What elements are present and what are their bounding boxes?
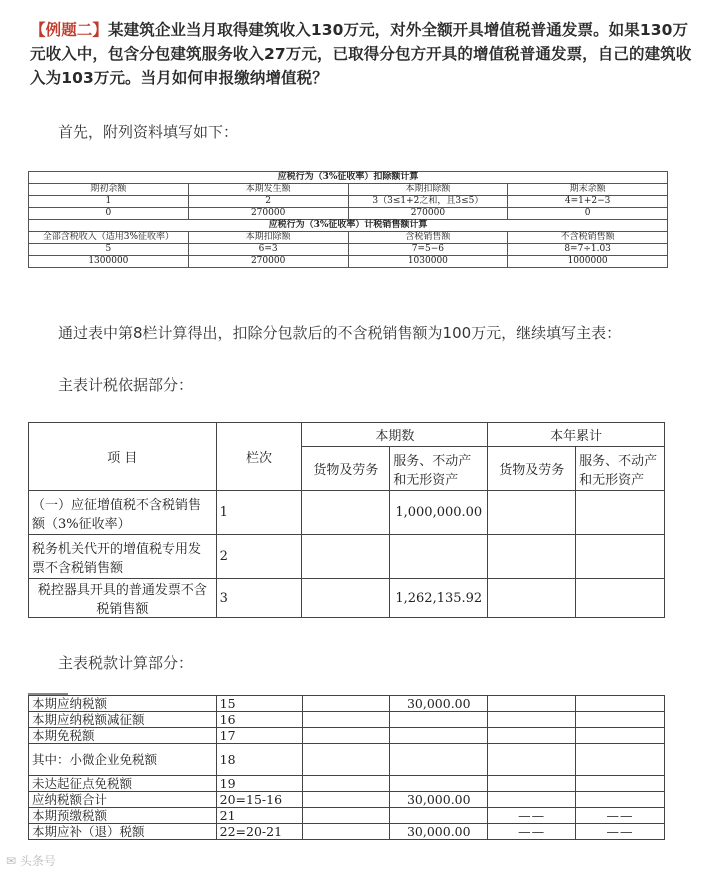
- deduction-value: 0: [508, 208, 668, 220]
- header-services: 服务、不动产和无形资产: [390, 447, 488, 491]
- tax-calc-table: [28, 695, 665, 840]
- calc-value: [390, 728, 488, 744]
- calc-ytd-services: [576, 728, 665, 744]
- calc-col: 21: [216, 808, 302, 824]
- calc-ytd-goods: [488, 712, 576, 728]
- calc-ytd-goods: [488, 792, 576, 808]
- calc-col: 16: [216, 712, 302, 728]
- deduction-header: 期初余额: [29, 184, 189, 196]
- deduction-code: 2: [188, 196, 348, 208]
- sales-value: 270000: [188, 256, 348, 268]
- deduction-code: 3（3≤1+2之和，且3≤5）: [348, 196, 508, 208]
- deduction-code: 1: [29, 196, 189, 208]
- header-goods-ytd: 货物及劳务: [488, 447, 576, 491]
- example-intro: [30, 18, 702, 90]
- watermark-text: 头条号: [19, 854, 56, 868]
- sales-header: 全部含税收入（适用3%征收率）: [29, 232, 189, 244]
- calc-ytd-goods: [488, 728, 576, 744]
- calc-ytd-goods: [488, 696, 576, 712]
- para-calc-heading: 主表税款计算部分：: [58, 654, 194, 672]
- calc-item: 本期应纳税额减征额: [29, 712, 217, 728]
- deduction-header: 本期扣除额: [348, 184, 508, 196]
- calc-col: 20=15-16: [216, 792, 302, 808]
- header-current: 本期数: [302, 423, 488, 447]
- header-services-ytd: 服务、不动产和无形资产: [576, 447, 665, 491]
- row-col: 1: [216, 491, 302, 535]
- calc-col: 22=20-21: [216, 824, 302, 840]
- calc-item: 未达起征点免税额: [29, 776, 217, 792]
- deduction-code: 4=1+2−3: [508, 196, 668, 208]
- calc-value: 30,000.00: [390, 824, 488, 840]
- calc-col: 19: [216, 776, 302, 792]
- example-text: 某建筑企业当月取得建筑收入130万元，对外全额开具增值税普通发票。如果130万元收入中，包含分包建筑服务收入27万元，已取得分包方开具的增值税普通发票，自己的建筑收入为103万元。当月如何申报缴纳增值税？: [30, 21, 692, 87]
- calc-item: 本期免税额: [29, 728, 217, 744]
- row-item: 税务机关代开的增值税专用发票不含税销售额: [29, 535, 217, 579]
- tax-basis-table: [28, 422, 665, 618]
- sales-code: 6=3: [188, 244, 348, 256]
- row-col: 2: [216, 535, 302, 579]
- para-first: 首先，附列资料填写如下：: [58, 123, 239, 141]
- calc-ytd-services: ——: [576, 808, 665, 824]
- calc-ytd-services: [576, 776, 665, 792]
- calc-ytd-goods: [488, 744, 576, 776]
- row-col: 3: [216, 579, 302, 618]
- deduction-value: 0: [29, 208, 189, 220]
- deduction-value: 270000: [188, 208, 348, 220]
- para-explain: 通过表中第8栏计算得出，扣除分包款后的不含税销售额为100万元，继续填写主表：: [58, 324, 622, 342]
- calc-item: 其中：小微企业免税额: [29, 744, 217, 776]
- calc-value: [390, 744, 488, 776]
- calc-value: 30,000.00: [390, 696, 488, 712]
- calc-ytd-goods: [488, 776, 576, 792]
- calc-value: [390, 776, 488, 792]
- sales-code: 5: [29, 244, 189, 256]
- sales-title: 应税行为（3%征收率）计税销售额计算: [29, 220, 668, 232]
- calc-ytd-services: [576, 744, 665, 776]
- header-ytd: 本年累计: [488, 423, 665, 447]
- deduction-value: 270000: [348, 208, 508, 220]
- calc-ytd-goods: ——: [488, 808, 576, 824]
- calc-item: 本期预缴税额: [29, 808, 217, 824]
- row-services-value: [390, 535, 488, 579]
- sales-header: 含税销售额: [348, 232, 508, 244]
- watermark: [6, 852, 56, 869]
- deduction-table: [28, 171, 668, 268]
- calc-ytd-services: [576, 712, 665, 728]
- calc-ytd-services: [576, 696, 665, 712]
- header-goods: 货物及劳务: [302, 447, 390, 491]
- row-services-value: 1,262,135.92: [390, 579, 488, 618]
- calc-value: [390, 712, 488, 728]
- sales-code: 7=5−6: [348, 244, 508, 256]
- sales-code: 8=7÷1.03: [508, 244, 668, 256]
- example-tag: 【例题二】: [30, 21, 109, 39]
- calc-item: 应纳税额合计: [29, 792, 217, 808]
- calc-value: [390, 808, 488, 824]
- calc-ytd-goods: ——: [488, 824, 576, 840]
- calc-col: 15: [216, 696, 302, 712]
- row-item: 税控器具开具的普通发票不含税销售额: [29, 579, 217, 618]
- sales-value: 1030000: [348, 256, 508, 268]
- sales-value: 1000000: [508, 256, 668, 268]
- calc-col: 17: [216, 728, 302, 744]
- watermark-icon: ✉: [6, 854, 20, 868]
- row-item: （一）应征增值税不含税销售额（3%征收率）: [29, 491, 217, 535]
- deduction-header: 期末余额: [508, 184, 668, 196]
- calc-col: 18: [216, 744, 302, 776]
- deduction-header: 本期发生额: [188, 184, 348, 196]
- calc-item: 本期应补（退）税额: [29, 824, 217, 840]
- row-services-value: 1,000,000.00: [390, 491, 488, 535]
- calc-value: 30,000.00: [390, 792, 488, 808]
- header-col: 栏次: [216, 423, 302, 491]
- sales-value: 1300000: [29, 256, 189, 268]
- calc-ytd-services: [576, 792, 665, 808]
- sales-header: 本期扣除额: [188, 232, 348, 244]
- para-basis-heading: 主表计税依据部分：: [58, 376, 194, 394]
- deduction-title: 应税行为（3%征收率）扣除额计算: [29, 172, 668, 184]
- sales-header: 不含税销售额: [508, 232, 668, 244]
- calc-ytd-services: ——: [576, 824, 665, 840]
- calc-item: 本期应纳税额: [29, 696, 217, 712]
- header-item: 项 目: [29, 423, 217, 491]
